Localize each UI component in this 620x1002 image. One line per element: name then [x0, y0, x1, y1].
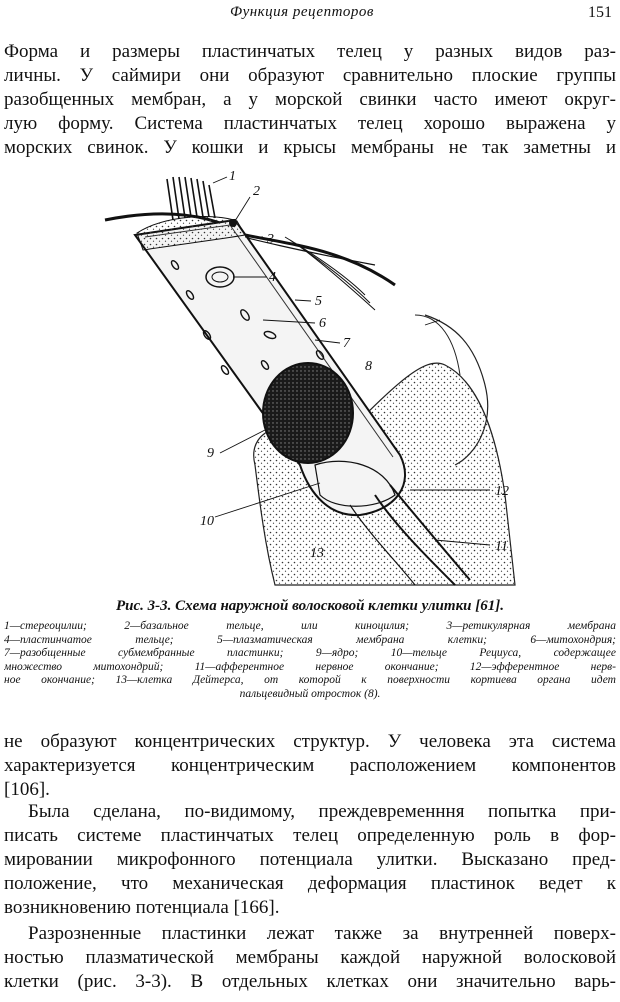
figure-label-12: 12	[495, 484, 509, 499]
figure-label-5: 5	[315, 294, 322, 309]
text-line: ностью плазматической мембраны каждой наружной волосковой	[4, 947, 616, 968]
figure-label-13: 13	[310, 546, 324, 561]
page-header	[0, 4, 620, 26]
paragraph-4	[4, 922, 616, 994]
figure-caption-title: Рис. 3-3. Схема наружной волосковой клетки улитки [61].	[115, 598, 505, 614]
text-line: возникновению потенциала [166].	[4, 897, 280, 918]
figure-label-2: 2	[253, 184, 260, 199]
text-line: характеризуется концентрическим расположением компонентов	[4, 755, 616, 776]
figure-label-6: 6	[319, 316, 326, 331]
text-line: морских свинок. У кошки и крысы мембраны не так заметны и	[4, 137, 616, 158]
text-line: лую форму. Система пластинчатых телец хорошо выражена у	[4, 113, 616, 134]
paragraph-1	[4, 40, 616, 160]
text-line: не образуют концентрических структур. У человека эта система	[4, 731, 616, 752]
figure-label-11: 11	[495, 539, 508, 554]
text-line: Форма и размеры пластинчатых телец у разных видов раз-	[4, 41, 616, 62]
page-number: 151	[588, 4, 612, 21]
nucleus	[263, 363, 353, 463]
paragraph-2	[4, 730, 616, 802]
figure-label-8: 8	[365, 359, 372, 374]
legend-line: 1—стереоцилии; 2—базальное тельце, или киноцилия; 3—ретикулярная мембрана	[4, 620, 616, 632]
text-line: мировании микрофонного потенциала улитки. Высказано пред-	[4, 849, 616, 870]
text-line: Разрозненные пластинки лежат также за внутренней поверх-	[28, 923, 616, 944]
figure-label-9: 9	[207, 446, 214, 461]
text-line: личны. У саймири они образуют сравнительно плоские группы	[4, 65, 616, 86]
figure-label-1: 1	[229, 169, 236, 184]
text-line: разобщенных мембран, а у морской свинки часто имеют округ-	[4, 89, 616, 110]
legend-line: множество митохондрий; 11—афферентное нервное окончание; 12—эфферентное нерв-	[4, 660, 616, 673]
figure-label-10: 10	[200, 514, 214, 529]
text-line: клетки (рис. 3-3). В отдельных клетках они значительно варь-	[4, 971, 616, 992]
text-line: [106].	[4, 779, 50, 800]
legend-line: пальцевидный отросток (8).	[239, 687, 381, 700]
text-line: Была сделана, по-видимому, преждевременння попытка при-	[28, 801, 616, 822]
figure-label-3: 3	[267, 232, 274, 247]
figure-label-7: 7	[343, 336, 350, 351]
running-title: Функция рецепторов	[230, 4, 374, 20]
legend-line: ное окончание; 13—клетка Дейтерса, от которой к поверхности кортиева органа идет	[4, 674, 616, 686]
figure-label-4: 4	[269, 270, 276, 285]
text-line: положение, что механическая деформация пластинок ведет к	[4, 873, 616, 894]
tectorial-fibers	[285, 237, 375, 310]
legend-line: 7—разобщенные субмембранные пластинки; 9—ядро; 10—тельце Рециуса, содержащее	[4, 647, 616, 659]
figure-hair-cell	[95, 165, 535, 590]
figure-legend	[4, 620, 616, 701]
hair-cell-drawing	[95, 165, 535, 590]
text-line: писать системе пластинчатых телец определенную роль в фор-	[4, 825, 616, 846]
legend-line: 4—пластинчатое тельце; 5—плазматическая мембрана клетки; 6—митохондрия;	[4, 633, 616, 646]
paragraph-3	[4, 800, 616, 920]
